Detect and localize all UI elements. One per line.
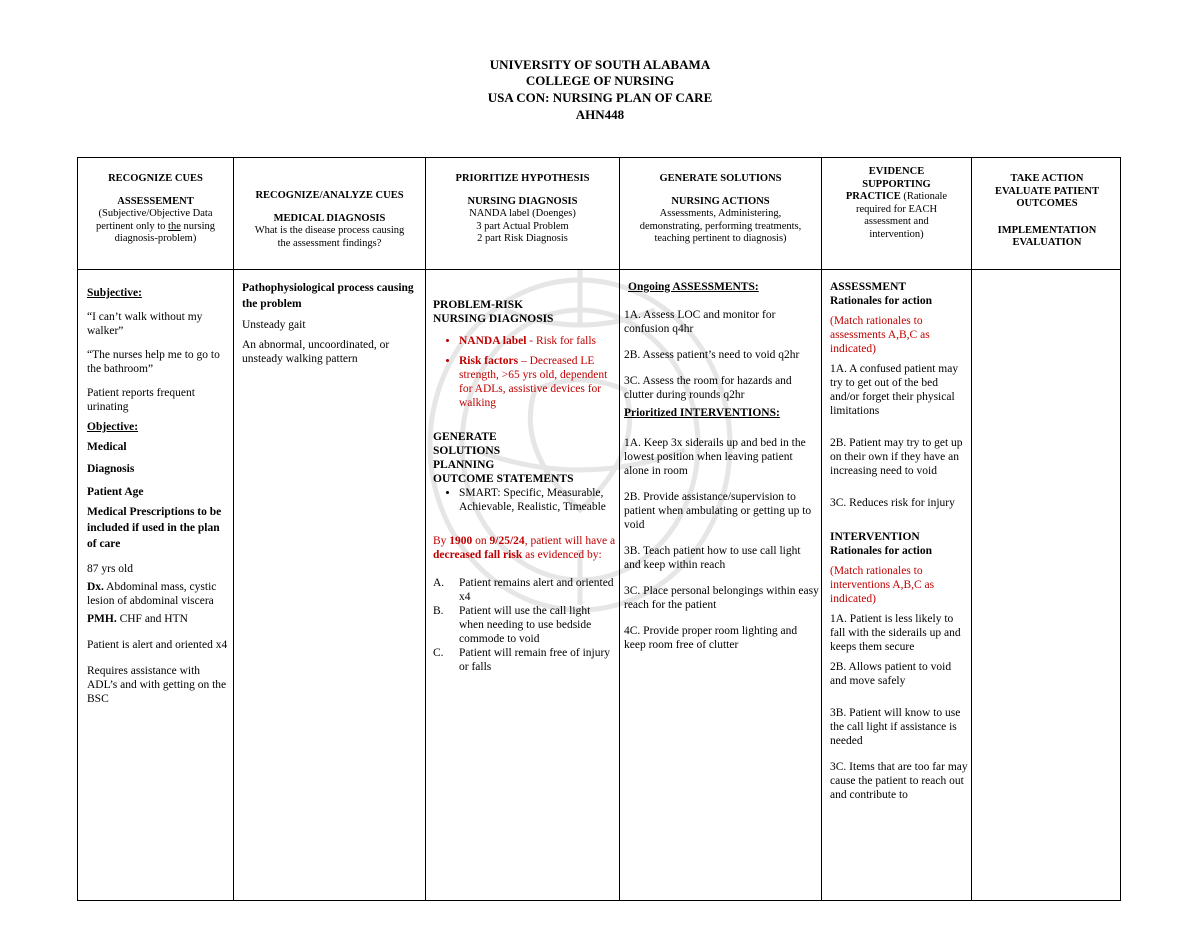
patient-age: 87 yrs old bbox=[87, 563, 133, 575]
rationale-item: 3C. Items that are too far may cause the patient to reach out and contribute to bbox=[830, 761, 968, 801]
medical-diagnosis-cell bbox=[242, 280, 422, 366]
care-plan-table bbox=[77, 157, 1121, 901]
column-divider bbox=[821, 158, 822, 900]
subjective-quote: “The nurses help me to go to the bathroom” bbox=[87, 349, 220, 375]
assessment-rationale-subheading: Rationales for action bbox=[830, 295, 933, 307]
rationales-cell bbox=[830, 280, 970, 802]
header-take-action: TAKE ACTION EVALUATE PATIENT OUTCOMES IMPLEMENTATION EVALUATION bbox=[995, 173, 1099, 248]
patient-status: Patient is alert and oriented x4 bbox=[87, 639, 228, 651]
planning-heading: PLANNING bbox=[433, 459, 495, 471]
objective-item: Patient Age bbox=[87, 486, 144, 498]
header-recognize-cues: RECOGNIZE CUES ASSESSEMENT (Subjective/Objective Data pertinent only to the nursing diagnosis-problem) bbox=[96, 173, 215, 244]
history-text: PMH. CHF and HTN bbox=[87, 613, 188, 625]
column-divider bbox=[233, 158, 234, 900]
subjective-note: Patient reports frequent urinating bbox=[87, 387, 195, 413]
column-divider bbox=[619, 158, 620, 900]
problem-risk-heading: PROBLEM-RISK bbox=[433, 299, 524, 311]
smart-item: • SMART: Specific, Measurable, Achievable, Realistic, Timeable bbox=[459, 486, 618, 514]
solutions-heading: SOLUTIONS bbox=[433, 445, 501, 457]
objective-item: Medical Prescriptions to be included if used in the plan of care bbox=[87, 506, 222, 550]
header-evidence-practice: EVIDENCE SUPPORTING PRACTICE (Rationale required for EACH assessment and intervention) bbox=[845, 166, 948, 240]
outcome-item: B. Patient will use the call light when needing to use bedside commode to void bbox=[433, 605, 592, 645]
doc-title-course: AHN448 bbox=[575, 107, 625, 122]
interventions-heading: Prioritized INTERVENTIONS: bbox=[624, 407, 780, 419]
assessment-item: 3C. Assess the room for hazards and clutter during rounds q2hr bbox=[624, 375, 792, 401]
header-generate-solutions: GENERATE SOLUTIONS NURSING ACTIONS Assessments, Administering, demonstrating, performing treatments, teaching pertinent to diagnosis) bbox=[639, 173, 802, 244]
objective-item: Medical bbox=[87, 441, 127, 453]
generate-heading: GENERATE bbox=[433, 431, 497, 443]
rationale-item: 3C. Reduces risk for injury bbox=[830, 497, 955, 509]
intervention-item: 3C. Place personal belongings within easy reach for the patient bbox=[624, 585, 819, 611]
assessment-cell bbox=[87, 286, 230, 706]
intervention-item: 3B. Teach patient how to use call light and keep within reach bbox=[624, 545, 801, 571]
evaluation-cell bbox=[972, 270, 1122, 900]
rationale-item: 3B. Patient will know to use the call light if assistance is needed bbox=[830, 707, 961, 747]
intervention-rationale-subheading: Rationales for action bbox=[830, 545, 933, 557]
pathophysiology-item: An abnormal, uncoordinated, or unsteady walking pattern bbox=[242, 339, 390, 365]
nanda-label-item: • NANDA label - Risk for falls bbox=[459, 334, 618, 348]
rationale-item: 1A. Patient is less likely to fall with the siderails up and keeps them secure bbox=[830, 613, 961, 653]
doc-title-university: UNIVERSITY OF SOUTH ALABAMA bbox=[489, 57, 711, 72]
rationale-item: 2B. Patient may try to get up on their own if they have an increasing need to void bbox=[830, 437, 963, 477]
rationale-item: 2B. Allows patient to void and move safely bbox=[830, 661, 952, 687]
intervention-rationale-note: (Match rationales to interventions A,B,C as indicated) bbox=[830, 565, 935, 605]
patient-needs: Requires assistance with ADL’s and with getting on the BSC bbox=[87, 665, 227, 705]
column-divider bbox=[425, 158, 426, 900]
rationale-item: 1A. A confused patient may try to get out of the bed and/or forget their physical limitations bbox=[830, 363, 959, 417]
diagnosis-text: Dx. Abdominal mass, cystic lesion of abdominal viscera bbox=[87, 581, 217, 607]
objective-heading: Objective: bbox=[87, 421, 139, 433]
subjective-quote: “I can’t walk without my walker” bbox=[87, 311, 203, 337]
intervention-item: 4C. Provide proper room lighting and keep room free of clutter bbox=[624, 625, 798, 651]
intervention-item: 1A. Keep 3x siderails up and bed in the lowest position when leaving patient alone in room bbox=[624, 437, 806, 477]
intervention-rationale-heading: INTERVENTION bbox=[830, 531, 920, 543]
subjective-heading: Subjective: bbox=[87, 287, 142, 299]
assessment-rationale-note: (Match rationales to assessments A,B,C as indicated) bbox=[830, 315, 930, 355]
doc-title-college: COLLEGE OF NURSING bbox=[525, 73, 675, 88]
pathophysiology-heading: Pathophysiological process causing the problem bbox=[242, 282, 414, 310]
nursing-diagnosis-cell bbox=[433, 298, 618, 674]
nursing-actions-cell bbox=[624, 280, 820, 652]
outcome-item: A. Patient remains alert and oriented x4 bbox=[433, 577, 614, 603]
doc-title-plan: USA CON: NURSING PLAN OF CARE bbox=[487, 90, 713, 105]
outcome-statements-heading: OUTCOME STATEMENTS bbox=[433, 473, 574, 485]
assessment-item: 1A. Assess LOC and monitor for confusion q4hr bbox=[624, 309, 776, 335]
pathophysiology-item: Unsteady gait bbox=[242, 319, 306, 331]
outcome-item: C. Patient will remain free of injury or falls bbox=[433, 647, 611, 673]
header-row-divider bbox=[78, 269, 1120, 270]
header-prioritize-hypothesis: PRIORITIZE HYPOTHESIS NURSING DIAGNOSIS NANDA label (Doenges) 3 part Actual Problem 2 part Risk Diagnosis bbox=[455, 173, 590, 244]
risk-factors-item: • Risk factors – Decreased LE strength, >65 yrs old, dependent for ADLs, assistive devices for walking bbox=[459, 354, 618, 410]
assessment-rationale-heading: ASSESSMENT bbox=[830, 281, 907, 293]
assessments-heading: Ongoing ASSESSMENTS: bbox=[628, 281, 759, 293]
goal-statement: By 1900 on 9/25/24, patient will have a decreased fall risk as evidenced by: bbox=[433, 535, 616, 561]
nursing-diagnosis-heading: NURSING DIAGNOSIS bbox=[433, 313, 554, 325]
intervention-item: 2B. Provide assistance/supervision to patient when ambulating or getting up to void bbox=[624, 491, 812, 531]
objective-item: Diagnosis bbox=[87, 463, 135, 475]
assessment-item: 2B. Assess patient’s need to void q2hr bbox=[624, 349, 800, 361]
header-analyze-cues: RECOGNIZE/ANALYZE CUES MEDICAL DIAGNOSIS What is the disease process causing the assessment findings? bbox=[254, 190, 405, 249]
